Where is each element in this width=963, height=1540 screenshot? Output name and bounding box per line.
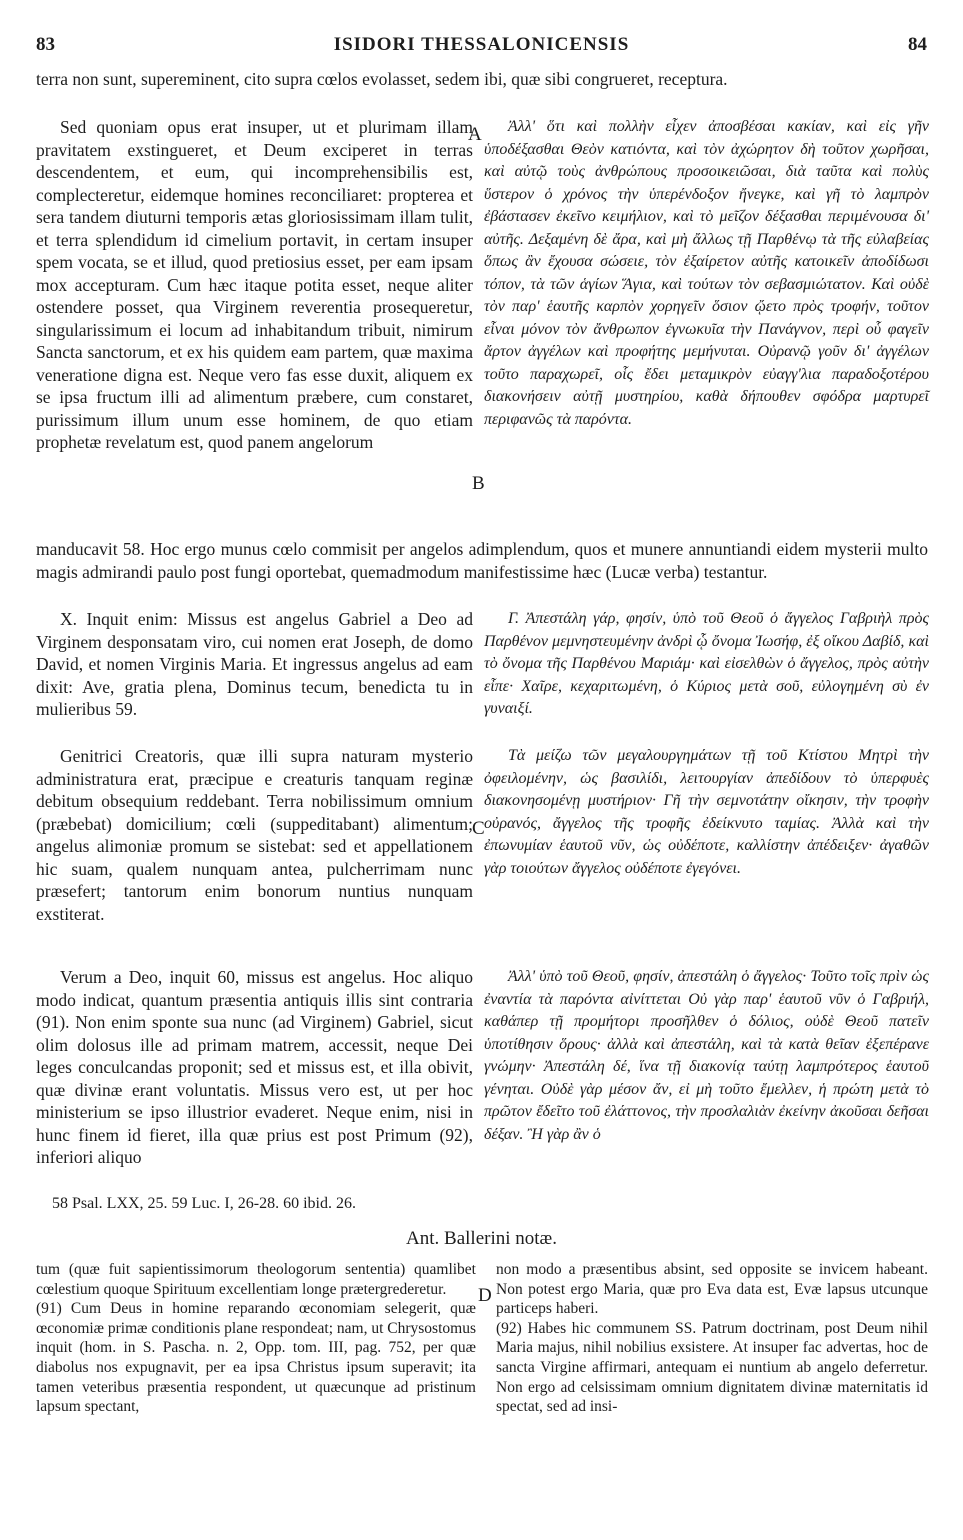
latin-paragraph-3: Genitrici Creatoris, quæ illi supra naturam mysterio administratura erat, præcipue e creaturis tanquam reginæ debitum obsequium reddebant. Terra nobilissimum omnium (præbebat) domicilium; cœli (suppeditabant) alimentum; angelus alimoniæ promum se sistebat: sed et appellationem hic suam, qualem nunquam antea, pulcherrimam nunc præsefert; tantorum enim bonorum nuntius nunquam exstiterat.	[36, 746, 473, 924]
latin-paragraph-4: Verum a Deo, inquit 60, missus est angelus. Hoc aliquo modo indicat, quantum præsentia antiquis illis sint contraria (91). Non enim sponte sua nunc (ad Virginem) Gabriel, sicut olim dolosus ille ad primam matrem, accessit, neque Dei leges conculcandas proponit; sed et missus est, et illa obivit, quæ divinæ erant voluntatis. Missus vero est, ut per hoc ministerium se ipso illustrior evaderet. Neque enim, nisi in hunc finem id fieret, illa quæ prius est post Primum (92), inferiori aliquo	[36, 967, 473, 1167]
footnotes: 58 Psal. LXX, 25. 59 Luc. I, 26-28. 60 ibid. 26.	[52, 1195, 356, 1212]
notes-left-column: tum (quæ fuit sapientissimorum theologorum sententia) quamlibet cœlestium quoque Spirituum excellentiam longe prætergrederetur. (91) Cum Deus in homine reparando œconomiam selegerit, quæ œconomiæ primæ conditionis plane respondeat; nam, ut Chrysostomus inquit (hom. in S. Pascha. n. 2, Opp. tom. III, pag. 752, per quæ diabolus nos expugnavit, per ea ipsa Christus ipsum superavit; ita tamen veteribus præsentia respondent, ut quæcunque ad pristinum lapsum spectant,	[36, 1261, 476, 1416]
column-marker-a: A	[468, 124, 482, 145]
latin-paragraph-1: Sed quoniam opus erat insuper, ut et plurimam illam pravitatem exstingueret, et Deum exciperet in terras descendentem, et eum, qui incomprehensibilis est, complecteretur, eidemque homines reconciliaret: propterea et sera tandem diuturni temporis ætas gloriosissimam illam tulit, et terra splendidum id cimelium portavit, in certam insuper spem vocata, se et illud, quod pretiosius esset, per eam ipsam mox accepturam. Cum hæc itaque potita esset, neque aliter ostendere posset, qua Virginem reverentia prosequeretur, singularissimum ei locum ad inhabitandum tribuit, nimirum Sancta sanctorum, et ex his quidem eam partem, quæ maxima veneratione digna est. Neque vero fas esse duxit, aliquem ex se ipsa fructum illi ad alimentum præbere, cum constaret, purissimum illum unum esse hominem, de quo etiam prophetæ revelatum est, quod panem angelorum	[36, 117, 473, 452]
greek-paragraph-1: Ἀλλ' ὅτι καὶ πολλὴν εἶχεν ἀποσβέσαι κακίαν, καὶ εἰς γῆν ὑποδέξασθαι Θεὸν κατιόντα, καὶ τὸν ἀχώρητον δὴ τοῦτον χωρῆσαι, καὶ αὐτῷ τοὺς ἀνθρώπους προσοικειῶσαι, διὰ ταῦτα καὶ πολὺς ὕστερον ὁ χρόνος τὴν ὑπερένδοξον ἤνεγκε, καὶ γῆ τὸ λαμπρὸν ἐβάστασεν ἐκεῖνο κειμήλιον, καὶ τὸ μεῖζον δέξασθαι περιμένουσα δι' αὐτῆς. Δεξαμένη δὲ ἄρα, καὶ μὴ ἄλλως τῇ Παρθένῳ τὰ τῆς εὐλαβείας ὅπως ἂν ἔχουσα σώσειε, τὸν ἐξαίρετον αὐτῆς κατοικεῖν ἀποδίδωσι τόπον, τὰ τῶν ἁγίων Ἅγια, καὶ τούτων τὸν σεβασμιώτατον. Καὶ οὐδὲ τὸν παρ' ἑαυτῆς καρπὸν χορηγεῖν ὅσιον ᾤετο πρὸς τροφήν, τοῦτον εἶναι μόνον τὸν ἄνθρωπον ἐγνωκυῖα τὴν Πανάγνον, περὶ οὗ φαγεῖν ἄρτον ἀγγέλων καὶ προφήτης μεμήνυται. Οὐρανῷ γοῦν δι' ἀγγέλων τοῦτο παραχωρεῖ, οἷς ἔδει μεταμικρὸν εὐαγγ'λια παραδοξοτέρου διακονήσειν αὐτῇ μυστηρίου, καθὰ δήπουθεν σφόδρα μαρτυρεῖ περιφανῶς τὰ παρόντα.	[484, 118, 929, 428]
page-number-right: 84	[908, 34, 927, 55]
latin-bridge-text: manducavit 58. Hoc ergo munus cœlo commisit per angelos adimplendum, quos et munere annuntiandi eidem mysterii multo magis admirandi paulo post fungi oportebat, quemadmodum manifestissime hæc (Lucæ verba) testantur.	[36, 539, 928, 582]
latin-paragraph-2: X. Inquit enim: Missus est angelus Gabriel a Deo ad Virginem desponsatam viro, cui nomen erat Joseph, de domo David, et nomen Virginis Maria. Et ingressus angelus ad eam dixit: Ave, gratia plena, Dominus tecum, benedicta tu in mulieribus 59.	[36, 609, 473, 719]
column-marker-d: D	[478, 1285, 492, 1306]
column-marker-c: C	[472, 818, 485, 839]
notes-right-column: non modo a præsentibus absint, sed opposite se invicem habeant. Non potest ergo Maria, quæ pro Eva data est, Evæ lapsus utcunque particeps haberi. (92) Habes hic communem SS. Patrum doctrinam, post Deum nihil Maria majus, nihil nobilius exsistere. At insuper fac advertas, hoc de sancta Virgine affirmari, antequam ei nuntium ab angelo deferretur. Non ergo ad celsissimam omnium dignitatem divinæ maternitatis id spectat, sed ad insi-	[496, 1261, 928, 1416]
running-title: ISIDORI THESSALONICENSIS	[333, 34, 630, 55]
greek-paragraph-3: Τὰ μείζω τῶν μεγαλουργημάτων τῇ τοῦ Κτίστου Μητρὶ τὴν ὀφειλομένην, ὡς βασιλίδι, λειτουργίαν ἀπεδίδουν τὸ ὑπερφυὲς διακονησομένῃ μυστήριον· Γῆ τὴν σεμνοτάτην οἴκησιν, τὴν τροφὴν οὐρανός, ἄγγελος τῆς τροφῆς ἐδείκνυτο ταμίας. Ἀλλὰ καὶ τὴν ἐπωνυμίαν ἑαυτοῦ νῦν, ὡς οὐδέποτε, καλλίστην ἀπέδειξεν· ἀγαθῶν γὰρ τοιούτων ἄγγελος οὐδέποτε ἐγεγόνει.	[484, 747, 929, 877]
greek-paragraph-4: Ἀλλ' ὑπὸ τοῦ Θεοῦ, φησίν, ἀπεστάλη ὁ ἄγγελος· Τοῦτο τοῖς πρὶν ὡς ἐναντία τὰ παρόντα αἰνίττεται Οὐ γὰρ παρ' ἑαυτοῦ νῦν ὁ Γαβριήλ, καθάπερ τῇ προμήτορι προσῆλθεν ὁ δόλιος, οὐδὲ Θεοῦ πατεῖν ὑποτίθησιν ὅρους· ἀλλὰ καὶ ἀπεστάλη, καὶ τὰ κατὰ θεῖαν ἐξεπέρανε γνώμην· Ἀπεστάλη δέ, ἵνα τῇ διακονίᾳ ταύτῃ λαμπρότερος ἑαυτοῦ γένηται. Οὐδὲ γὰρ μέσον ἄν, εἰ μὴ τοῦτο ἔμελλεν, ἡ πρώτη μετὰ τὸ πρῶτον ἔδεῖτο τοῦ ἐλάττονος, τὴν προσλαλιὰν ἐκείνην ἀκοῦσαι δεῆσαι δέξαν. Ἢ γὰρ ἂν ὁ	[484, 968, 929, 1143]
latin-opening-lines: terra non sunt, supereminent, cito supra cœlos evolasset, sedem ibi, quæ sibi congrueret, receptura.	[36, 69, 728, 89]
page-header	[36, 34, 927, 60]
column-marker-b: B	[472, 473, 485, 494]
greek-paragraph-2: Γ. Ἀπεστάλη γάρ, φησίν, ὑπὸ τοῦ Θεοῦ ὁ ἄγγελος Γαβριὴλ πρὸς Παρθένον μεμνηστευμένην ἀνδρὶ ᾧ ὄνομα Ἰωσήφ, ἐξ οἴκου Δαβίδ, καὶ τὸ ὄνομα τῆς Παρθένου Μαριάμ· καὶ εἰσελθὼν ὁ ἄγγελος, πρὸς αὐτὴν εἶπε· Χαῖρε, κεχαριτωμένη, ὁ Κύριος μετὰ σοῦ, εὐλογημένη σὺ ἐν γυναιξί.	[484, 610, 929, 717]
page-number-left: 83	[36, 34, 55, 55]
notes-heading: Ant. Ballerini notæ.	[406, 1228, 557, 1249]
